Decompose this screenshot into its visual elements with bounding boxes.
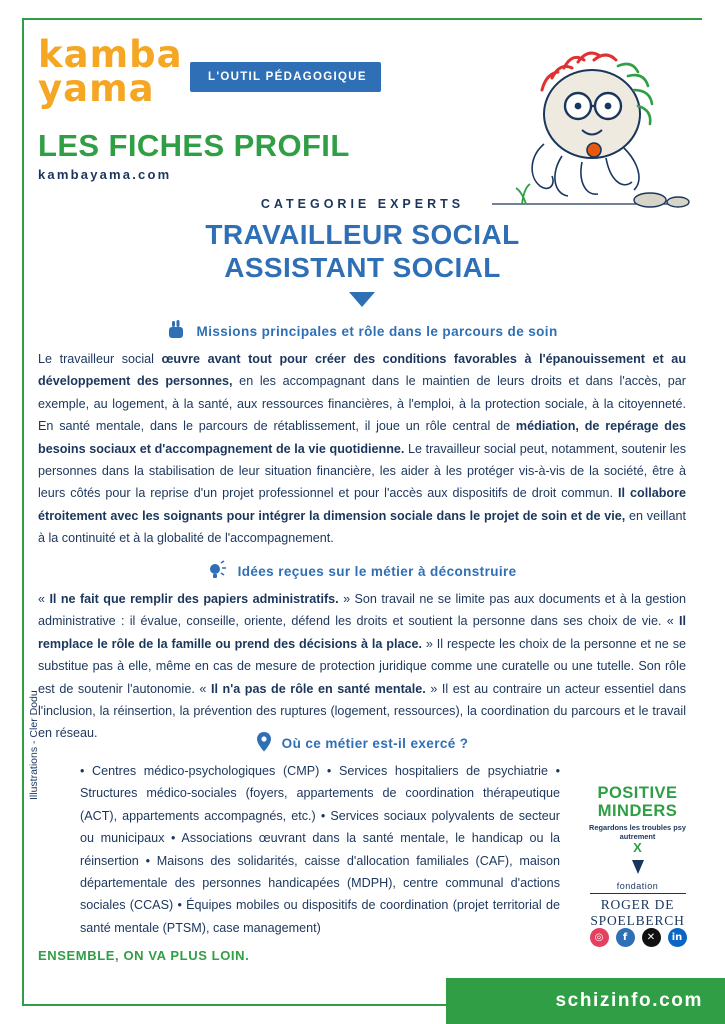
frame-top-rule bbox=[22, 18, 702, 20]
positive-minders-tagline bbox=[575, 823, 700, 841]
section-heading-lieux bbox=[0, 732, 725, 752]
broken-idea-icon bbox=[208, 560, 226, 580]
page-title-line2: ASSISTANT SOCIAL bbox=[224, 252, 501, 283]
section-heading-idees-label: Idées reçues sur le métier à déconstruire bbox=[237, 564, 517, 579]
fondation-label: fondation bbox=[616, 881, 659, 891]
category-label bbox=[0, 197, 725, 211]
positive-minders-logo bbox=[575, 785, 700, 841]
positive-minders-line2: MINDERS bbox=[597, 802, 678, 820]
missions-paragraph: Le travailleur social œuvre avant tout pour créer des conditions favorables à l'épanouissement et au développement des personnes, en les accompagnant dans le maintien de leurs droits et dans l'accès, par exemple, au logement, à la santé, aux ressources financières, à l'emploi, à la protection sociale, à la citoyenneté. En santé mentale, dans le parcours de rétablissement, il joue un rôle central de médiation, de repérage des besoins sociaux et d'accompagnement de la vie quotidienne. Le travailleur social peut, notamment, soutenir les personnes dans la stabilisation de leur situation financière, les aider à les protéger vis-à-vis de la société, être à leurs côtés pour la reprise d'un projet professionnel et pour l'accès aux dispositifs de droit commun. Il collabore étroitement avec les soignants pour intégrer la dimension sociale dans le projet de soin et de vie, en veillant à la continuité et à la globalité de l'accompagnement. bbox=[38, 352, 687, 546]
logo-text-kamba: kamba bbox=[38, 33, 183, 76]
social-links[interactable] bbox=[578, 928, 698, 947]
location-pin-icon bbox=[257, 732, 271, 752]
positive-minders-tagline-line2: autrement bbox=[619, 832, 656, 841]
x-twitter-icon[interactable]: ✕ bbox=[642, 928, 661, 947]
category-text: CATEGORIE EXPERTS bbox=[260, 197, 465, 211]
badge-label: L'OUTIL PÉDAGOGIQUE bbox=[208, 71, 367, 83]
idees-recues-paragraph: « Il ne fait que remplir des papiers administratifs. » Son travail ne se limite pas aux documents et à la gestion administrative : il évalue, conseille, oriente, défend les droits et soutient la personne dans ses choix de vie. « Il remplace le rôle de la famille ou prend des décisions à la place. » Il respecte les choix de la personne et ne se substitue pas à elle, même en cas de mesure de protection juridique comme une curatelle ou une tutelle. Son rôle est de soutenir l'autonomie. « Il n'a pas de rôle en santé mentale. » Il est au contraire un acteur essentiel dans l'inclusion, la réinsertion, la prévention des ruptures (logement, ressources), la coordination du parcours et le travail en réseau. bbox=[38, 592, 686, 741]
kambayama-website-label: kambayama.com bbox=[38, 167, 172, 182]
footer-slogan bbox=[38, 948, 249, 963]
partner-cross-separator: X bbox=[633, 840, 642, 855]
illustration-credit-label: Illustrations - Cler Dodu bbox=[28, 690, 40, 800]
frame-bottom-rule bbox=[22, 1004, 446, 1006]
page-title bbox=[0, 218, 725, 284]
fondation-name: ROGER DE SPOELBERCH bbox=[590, 897, 685, 928]
positive-minders-line1: POSITIVE bbox=[597, 784, 678, 802]
frame-left-rule bbox=[22, 18, 24, 1006]
page-title-line1: TRAVAILLEUR SOCIAL bbox=[205, 219, 520, 250]
kambayama-website bbox=[38, 167, 171, 182]
lieux-list: • Centres médico-psychologiques (CMP) • Services hospitaliers de psychiatrie • Structures médico-sociales (foyers, appartements de coordination thérapeutique (ACT), appartements accompagnés, etc.) • Services sociaux polyvalents de secteur ou municipaux • Associations œuvrant dans la santé mentale, le handicap ou la réinsertion • Maisons des solidarités, caisse d'allocation familiales (CAF), maison départementale des personnes handicapées (MDPH), centre communal d'actions sociales (CCAS) • Équipes mobiles ou dispositifs de coordination (projet territorial de santé mentale (PTSM), case management) bbox=[80, 764, 560, 935]
fiches-profil-title bbox=[38, 128, 350, 164]
section-heading-idees bbox=[0, 560, 725, 580]
positive-minders-tagline-line1: Regardons les troubles psy bbox=[589, 823, 686, 832]
linkedin-icon[interactable]: in bbox=[668, 928, 687, 947]
crest-icon bbox=[629, 858, 647, 876]
fondation-rule bbox=[590, 893, 686, 894]
footer-site-label: schizinfo.com bbox=[555, 990, 703, 1011]
fiches-profil-label: LES FICHES PROFIL bbox=[38, 128, 350, 163]
logo-text-yama: yama bbox=[38, 67, 155, 110]
section-heading-missions-label: Missions principales et rôle dans le parcours de soin bbox=[196, 324, 558, 339]
fondation-roger-de-spoelberch-logo bbox=[575, 858, 700, 929]
facebook-icon[interactable]: f bbox=[616, 928, 635, 947]
title-caret-icon bbox=[349, 292, 375, 307]
footer-slogan-label: ENSEMBLE, ON VA PLUS LOIN. bbox=[38, 948, 250, 963]
section-heading-missions bbox=[0, 320, 725, 340]
badge-outil-pedagogique bbox=[190, 62, 381, 92]
fist-icon bbox=[167, 320, 185, 340]
footer-green-band bbox=[446, 978, 725, 1024]
section-heading-lieux-label: Où ce métier est-il exercé ? bbox=[281, 736, 469, 751]
illustration-credit bbox=[28, 690, 40, 800]
instagram-icon[interactable]: ◎ bbox=[590, 928, 609, 947]
